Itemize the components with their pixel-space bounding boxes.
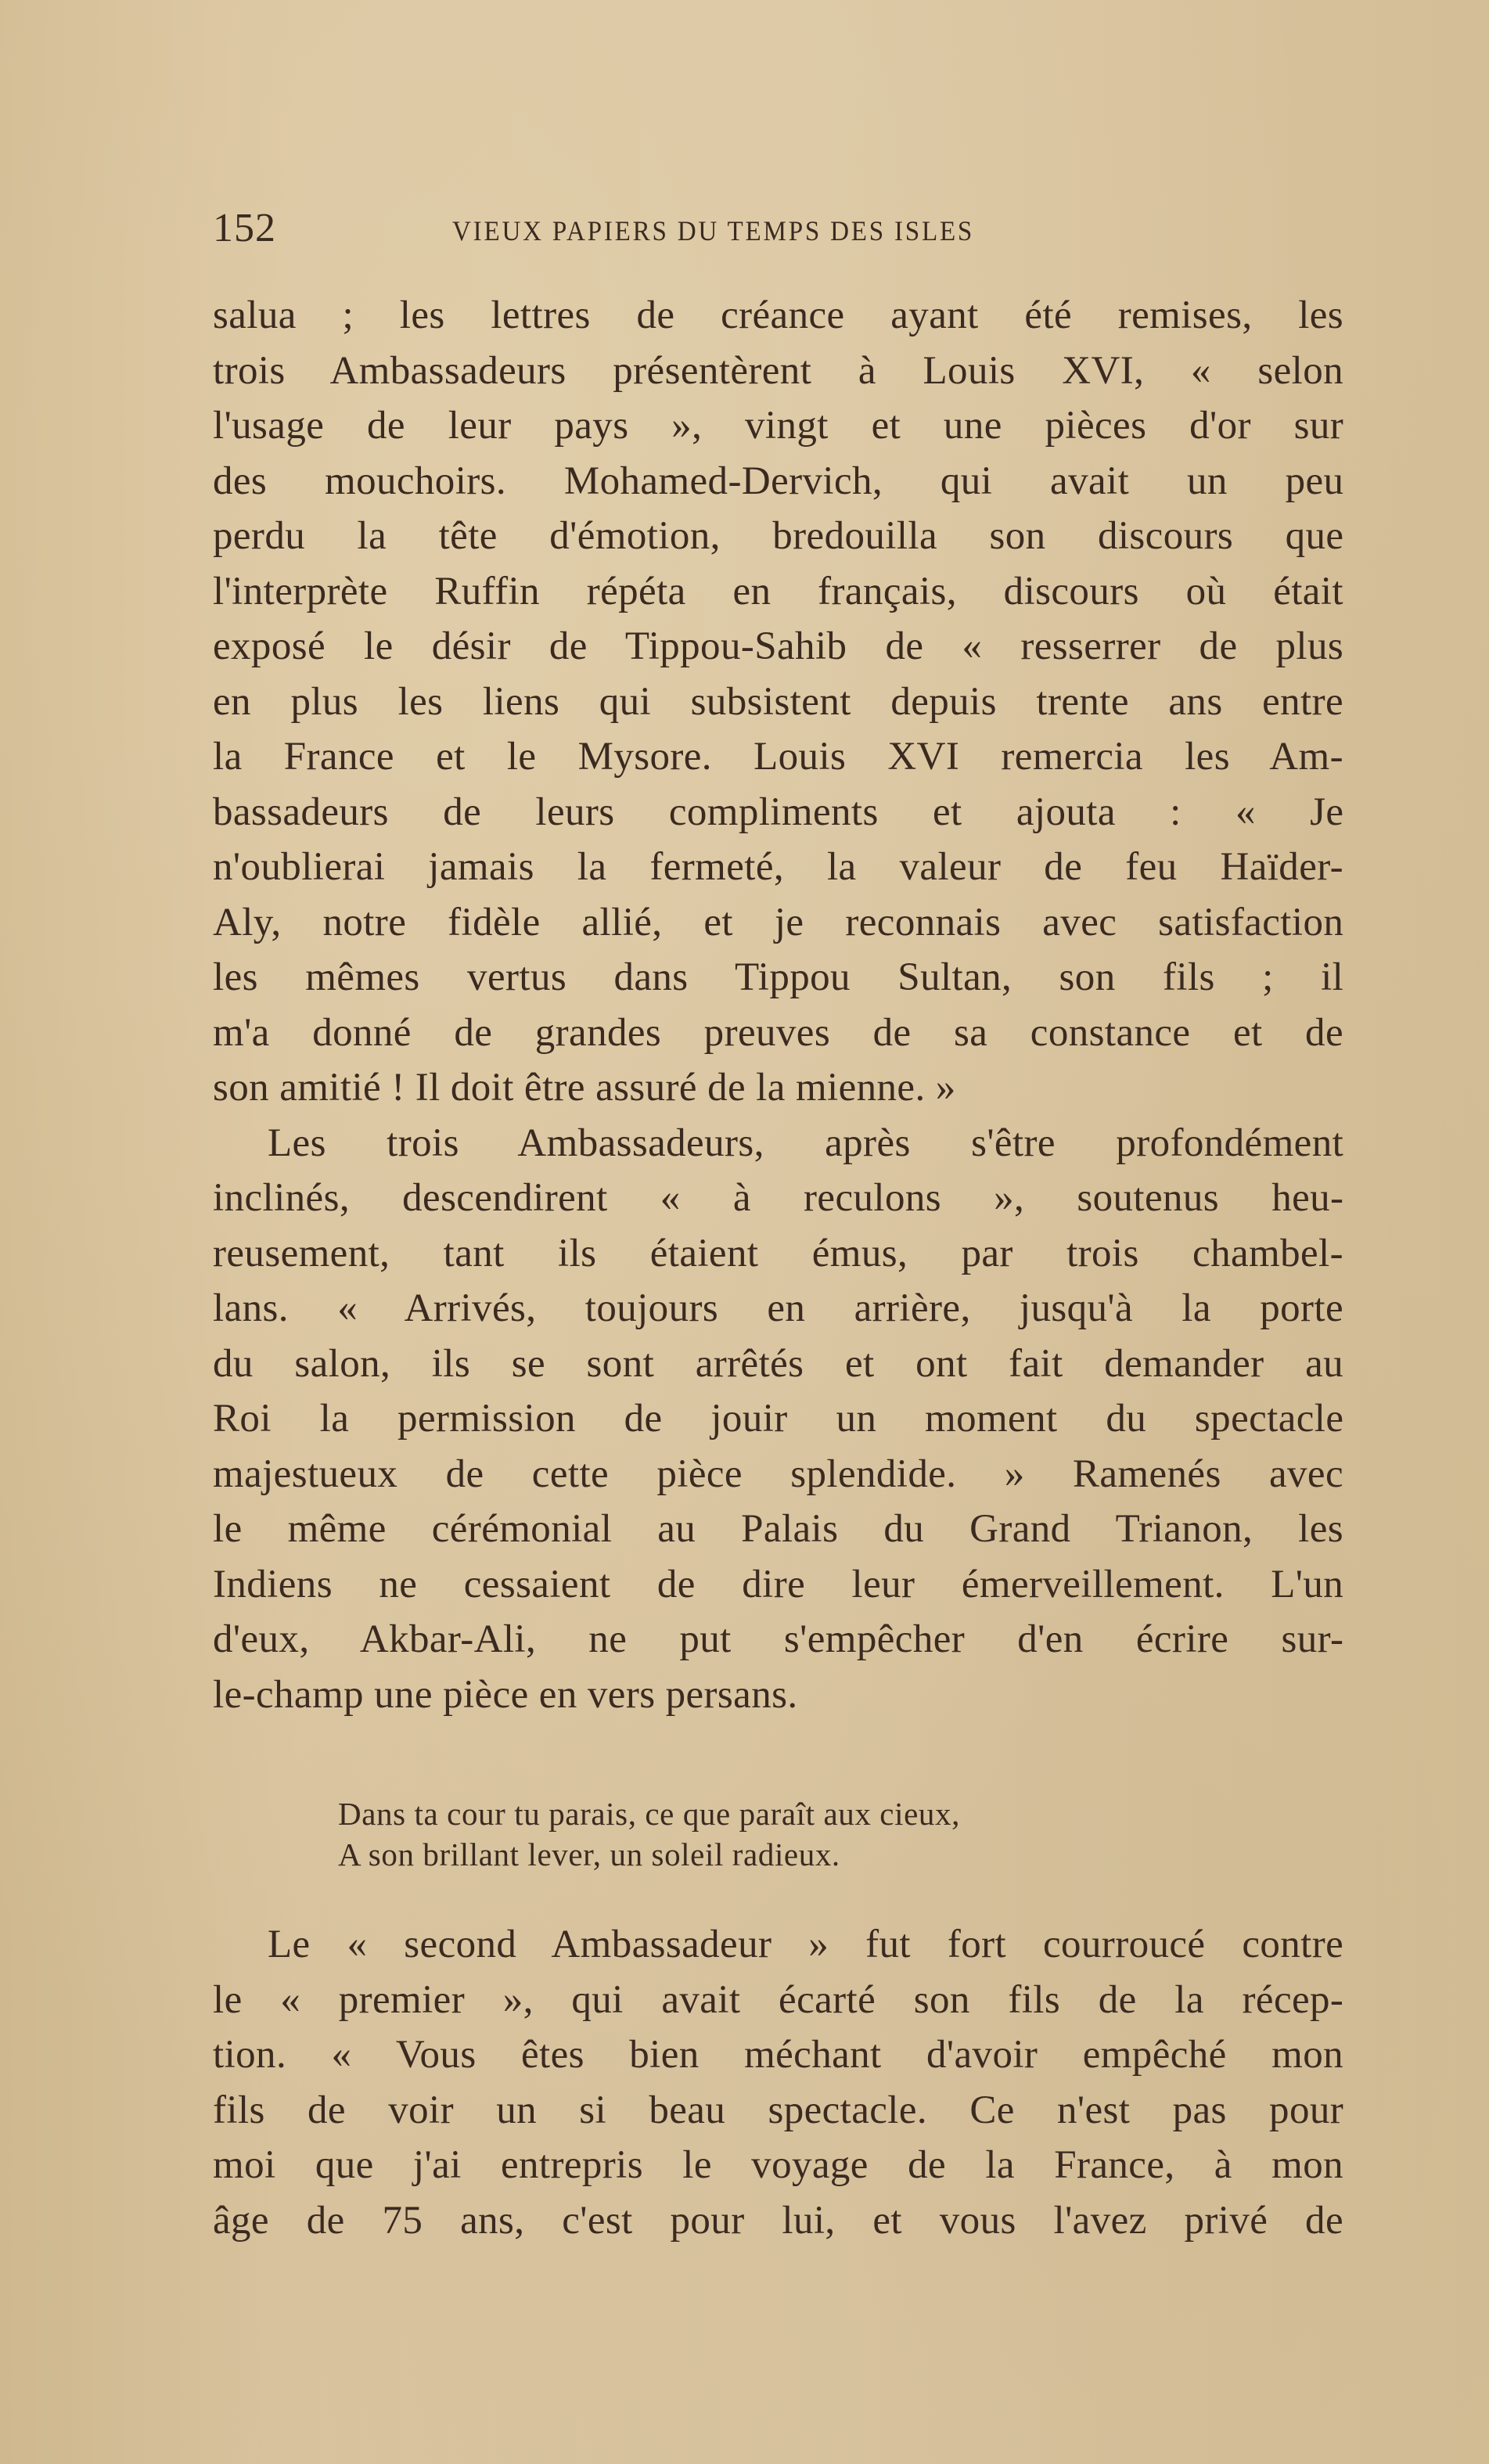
text-line: Indiens ne cessaient de dire leur émerveillement. L'un bbox=[213, 1562, 1344, 1606]
text-line: d'eux, Akbar-Ali, ne put s'empêcher d'en écrire sur- bbox=[213, 1617, 1344, 1661]
running-title: VIEUX PAPIERS DU TEMPS DES ISLES bbox=[452, 215, 975, 246]
text-line: la France et le Mysore. Louis XVI remercia les Am- bbox=[213, 735, 1343, 779]
text-line: Roi la permission de jouir un moment du spectacle bbox=[213, 1397, 1344, 1441]
verse-line: A son brillant lever, un soleil radieux. bbox=[338, 1836, 840, 1872]
page-number: 152 bbox=[213, 206, 276, 250]
text-line: trois Ambassadeurs présentèrent à Louis XVI, « selon bbox=[213, 348, 1343, 393]
text-line: le-champ une pièce en vers persans. bbox=[213, 1672, 798, 1717]
text-line: fils de voir un si beau spectacle. Ce n'est pas pour bbox=[213, 2088, 1344, 2132]
text-line: majestueux de cette pièce splendide. » Ramenés avec bbox=[213, 1451, 1343, 1496]
text-line: bassadeurs de leurs compliments et ajouta : « Je bbox=[213, 790, 1344, 834]
verse-line: Dans ta cour tu parais, ce que paraît aux cieux, bbox=[338, 1796, 960, 1832]
text-line: âge de 75 ans, c'est pour lui, et vous l'avez privé de bbox=[213, 2198, 1343, 2243]
body-text bbox=[213, 288, 1343, 1722]
text-line: en plus les liens qui subsistent depuis trente ans entre bbox=[213, 679, 1343, 724]
text-line: Aly, notre fidèle allié, et je reconnais avec satisfaction bbox=[213, 900, 1344, 944]
text-line: le « premier », qui avait écarté son fils de la récep- bbox=[213, 1977, 1344, 2022]
text-line: perdu la tête d'émotion, bredouilla son discours que bbox=[213, 514, 1344, 558]
text-line: salua ; les lettres de créance ayant été remises, les bbox=[213, 293, 1344, 337]
paragraph-1 bbox=[213, 288, 1343, 1116]
text-line: reusement, tant ils étaient émus, par trois chambel- bbox=[213, 1231, 1343, 1275]
verse-quotation bbox=[338, 1793, 960, 1875]
paragraph-3 bbox=[213, 1917, 1343, 2248]
text-line: moi que j'ai entrepris le voyage de la France, à mon bbox=[213, 2143, 1343, 2187]
text-line: lans. « Arrivés, toujours en arrière, jusqu'à la porte bbox=[213, 1286, 1343, 1330]
text-line: des mouchoirs. Mohamed-Dervich, qui avait un peu bbox=[213, 459, 1344, 503]
text-line: l'usage de leur pays », vingt et une pièces d'or sur bbox=[213, 404, 1344, 448]
text-line: tion. « Vous êtes bien méchant d'avoir empêché mon bbox=[213, 2033, 1343, 2077]
text-line: Le « second Ambassadeur » fut fort courroucé contre bbox=[268, 1923, 1344, 1966]
text-line: m'a donné de grandes preuves de sa constance et de bbox=[213, 1010, 1343, 1055]
text-line: n'oublierai jamais la fermeté, la valeur de feu Haïder- bbox=[213, 845, 1343, 889]
text-line: les mêmes vertus dans Tippou Sultan, son fils ; il bbox=[213, 955, 1344, 999]
text-line: le même cérémonial au Palais du Grand Trianon, les bbox=[213, 1507, 1343, 1551]
text-line: Les trois Ambassadeurs, après s'être profondément bbox=[268, 1120, 1344, 1165]
text-line: l'interprète Ruffin répéta en français, discours où était bbox=[213, 569, 1343, 613]
text-line: exposé le désir de Tippou-Sahib de « resserrer de plus bbox=[213, 624, 1344, 668]
text-line: du salon, ils se sont arrêtés et ont fait demander au bbox=[213, 1341, 1343, 1386]
running-head bbox=[213, 205, 1347, 252]
text-line: inclinés, descendirent « à reculons », soutenus heu- bbox=[213, 1176, 1344, 1220]
paragraph-2 bbox=[213, 1116, 1343, 1723]
text-line: son amitié ! Il doit être assuré de la mienne. » bbox=[213, 1066, 956, 1110]
